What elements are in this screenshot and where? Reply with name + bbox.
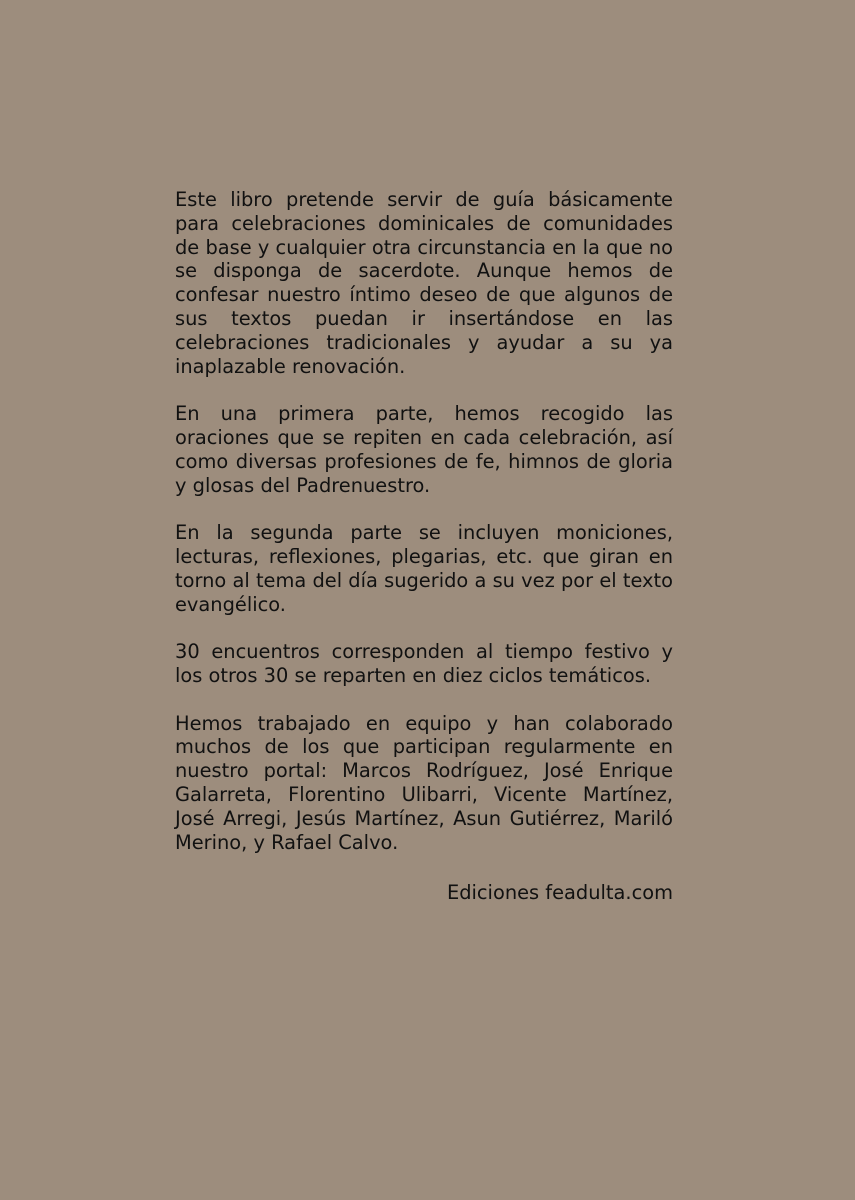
- paragraph-collaborators: Hemos trabajado en equipo y han colaborado muchos de los que participan regularmente en nuestro portal: Marcos Rodríguez, José Enrique Galarreta, Florentino Ulibarri, Vicente Martínez, José Arregi, Jesús Martínez, Asun Gutiérrez, Mariló Merino, y Rafael Calvo.: [175, 711, 673, 854]
- publisher-signature: Ediciones feadulta.com: [446, 881, 673, 904]
- paragraph-first-part: En una primera parte, hemos recogido las oraciones que se repiten en cada celebración, así como diversas profesiones de fe, himnos de gloria y glosas del Padrenuestro.: [175, 402, 673, 497]
- paragraph-intro: Este libro pretende servir de guía básicamente para celebraciones dominicales de comunidades de base y cualquier otra circunstancia en la que no se disponga de sacerdote. Aunque hemos de confesar nuestro íntimo deseo de que algunos de sus textos puedan ir insertándose en las celebraciones tradicionales y ayudar a su ya inaplazable renovación.: [175, 188, 673, 378]
- body-text: [175, 188, 673, 854]
- paragraph-encounters: 30 encuentros corresponden al tiempo festivo y los otros 30 se reparten en diez ciclos temáticos.: [175, 640, 673, 687]
- paragraph-second-part: En la segunda parte se incluyen moniciones, lecturas, reflexiones, plegarias, etc. que giran en torno al tema del día sugerido a su vez por el texto evangélico.: [175, 521, 673, 616]
